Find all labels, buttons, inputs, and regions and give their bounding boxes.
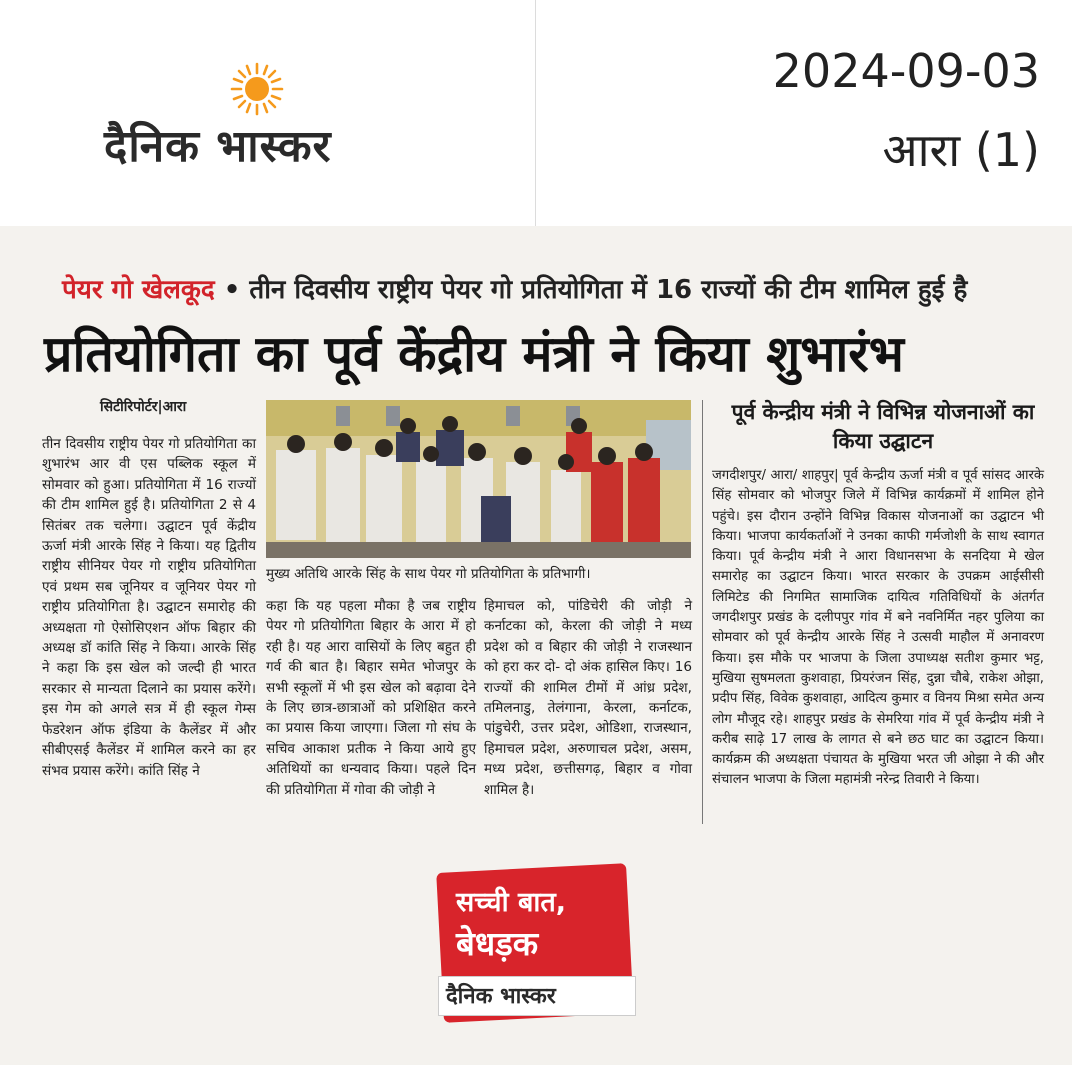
kicker xyxy=(62,270,1042,306)
article-column-1: तीन दिवसीय राष्ट्रीय पेयर गो प्रतियोगिता का शुभारंभ आर वी एस पब्लिक स्कूल में सोमवार को हुआ। प्रतियोगिता में 16 राज्यों की टीम शामिल हुई है। प्रतियोगिता 2 से 4 सितंबर तक चलेगा। उद्घाटन पूर्व केंद्रीय ऊर्जा मंत्री आरके सिंह ने किया। यह द्वितीय राष्ट्रीय सीनियर पेयर गो राष्ट्रीय प्रतियोगिता एवं प्रथम सब जूनियर व जूनियर पेयर गो राष्ट्रीय प्रतियोगिता है। उद्घाटन समारोह की अध्यक्षता गो ऐसोसिएशन ऑफ बिहार की अध्यक्ष डॉ कांति सिंह ने किया। आरके सिंह ने कहा कि इस खेल को जल्दी ही भारत सरकार से मान्यता दिलाने का प्रयास करेंगे। इस गेम को अगले सत्र में ही स्कूल गेम्स फेडरेशन ऑफ इंडिया के कैलेंडर में और सीबीएसई कैलेंडर में शामिल करने का हर संभव प्रयास करेंगे। कांति सिंह ने xyxy=(42,436,256,779)
kicker-tag: पेयर गो खेलकूद xyxy=(62,275,215,305)
article-photo xyxy=(266,400,691,558)
brand-logo xyxy=(104,62,424,172)
badge-tagline-2: बेधड़क xyxy=(456,924,539,963)
column-divider xyxy=(702,400,703,824)
byline: सिटीरिपोर्टर|आरा xyxy=(100,399,187,415)
badge-brand-logo: दैनिक भास्कर xyxy=(446,984,556,1009)
side-story-body: जगदीशपुर/ आरा/ शाहपुर| पूर्व केन्द्रीय ऊर्जा मंत्री व पूर्व सांसद आरके सिंह सोमवार को भोजपुर जिले में विभिन्न कार्यक्रमों में शामिल होने पहुंचे। इस दौरान उन्होंने विभिन्न विकास योजनाओं का उद्घाटन भी किया। भाजपा कार्यकर्ताओं ने उनका काफी गर्मजोशी के साथ स्वागत किया। पूर्व केन्द्रीय मंत्री ने आरा विधानसभा के सनदिया मे खेल समारोह का उद्घाटन किया। भारत सरकार के उपक्रम आईसीसी लिमिटेड की निगमित सामाजिक दायित्व गतिविधियों के अंतर्गत जगदीशपुर प्रखंड के दलीपपुर गांव में बने नवनिर्मित नहर पुलिया का सोमवार को पूर्व केन्द्रीय आरके सिंह ने उत्सवी माहौल में अनावरण किया। इस मौके पर भाजपा के जिला उपाध्यक्ष सतीश कुमार भट्ट, मुखिया सुषमलता कुशवाहा, प्रियरंजन सिंह, दुन्ना चौबे, राकेश ओझा, प्रदीप सिंह, विवेक कुशवाहा, आदित्य कुमार व विनय मिश्रा समेत अन्य लोग मौजूद रहे। शाहपुर प्रखंड के सेमरिया गांव में पूर्व केन्द्रीय मंत्री ने करीब साढ़े 17 लाख के लागत से बने छठ घाट का उद्घाटन किया। कार्यक्रम की अध्यक्षता पंचायत के मुखिया भरत जी ओझा ने की और संचालन भाजपा के जिला महामंत्री नरेन्द्र तिवारी ने किया। xyxy=(712,468,1044,788)
page-header xyxy=(0,0,1072,227)
kicker-text: • तीन दिवसीय राष्ट्रीय पेयर गो प्रतियोगिता में 16 राज्यों की टीम शामिल हुई है xyxy=(223,275,968,305)
article-column-2: कहा कि यह पहला मौका है जब राष्ट्रीय पेयर गो प्रतियोगिता बिहार के आरा में हो रही है। यह आरा वासियों के लिए बहुत ही गर्व की बात है। बिहार समेत भोजपुर के सभी स्कूलों में भी इस खेल को बढ़ावा देने के लिए छात्र-छात्राओं को प्रशिक्षित करने का प्रयास किया जाएगा। जिला गो संघ के सचिव आकाश प्रतीक ने किया आये हुए अतिथियों का धन्यवाद किया। पहले दिन की प्रतियोगिता में गोवा की जोड़ी ने xyxy=(266,598,476,798)
publication-date: 2024-09-03 xyxy=(772,44,1040,98)
badge-tagline-1: सच्ची बात, xyxy=(456,887,567,918)
brand-name: दैनिक भास्कर xyxy=(104,121,332,172)
side-story-headline: पूर्व केन्द्रीय मंत्री ने विभिन्न योजनाओं का किया उद्घाटन xyxy=(731,400,1035,453)
article-column-3: हिमाचल को, पांडिचेरी की जोड़ी ने कर्नाटका को, केरला की जोड़ी ने मध्य प्रदेश को व बिहार की जोड़ी ने राजस्थान को हरा कर दो- दो अंक हासिल किए। 16 राज्यों की शामिल टीमों में आंध्र प्रदेश, तमिलनाडु, तेलंगाना, केरला, कर्नाटक, पांडुचेरी, उत्तर प्रदेश, ओडिशा, राजस्थान, हिमाचल प्रदेश, अरुणाचल प्रदेश, असम, मध्य प्रदेश, छत्तीसगढ़, बिहार व गोवा शामिल है। xyxy=(484,598,692,798)
promo-badge xyxy=(436,866,636,1026)
header-divider xyxy=(535,0,536,226)
article-headline: प्रतियोगिता का पूर्व केंद्रीय मंत्री ने किया शुभारंभ xyxy=(44,325,904,383)
group-photo-image xyxy=(266,400,691,558)
photo-caption: मुख्य अतिथि आरके सिंह के साथ पेयर गो प्रतियोगिता के प्रतिभागी। xyxy=(266,566,591,582)
sun-icon xyxy=(230,62,284,116)
edition-label: आरा (1) xyxy=(882,123,1040,177)
news-clipping xyxy=(0,226,1072,1065)
